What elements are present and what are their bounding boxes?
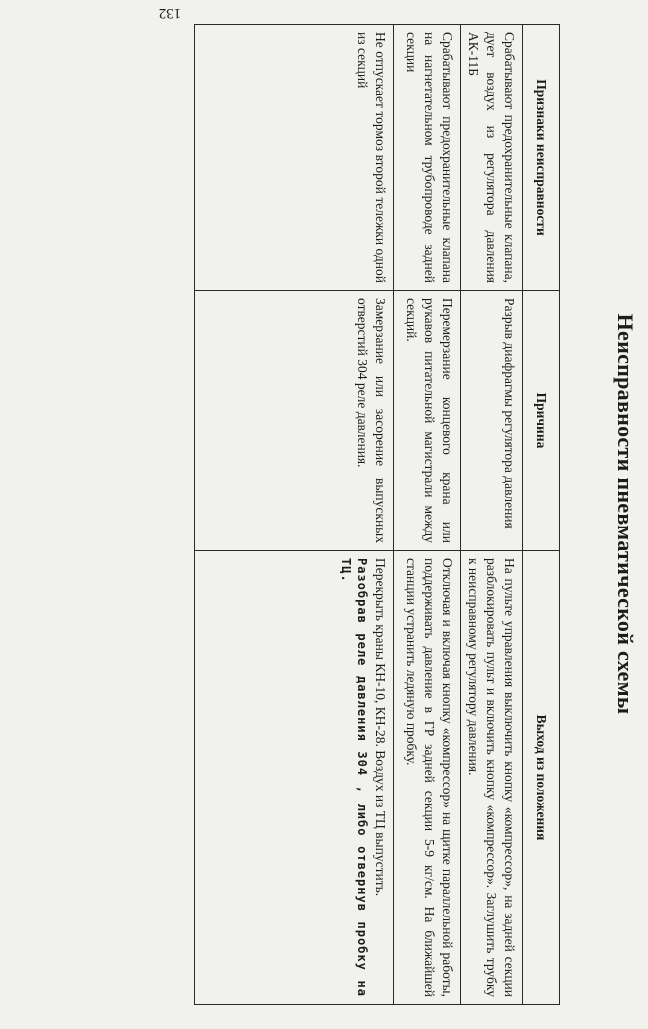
table-row: [194, 25, 393, 1005]
faults-table: [194, 24, 560, 1005]
table-row: [460, 25, 522, 1005]
cell-solution: Отключая и включая кнопку «компрессор» на щитке параллельной работы, поддерживать давление в ГР задней секции 5-9 кг/см. На ближайшей станции устранить ледяную пробку.: [393, 551, 460, 1005]
solution-text: Перекрыть краны КН-10, КН-28. Воздух из ТЦ выпустить.: [372, 558, 388, 897]
document-page: [40, 24, 640, 1004]
cell-solution: На пульте управления выключить кнопку «компрессор», на задней секции разблокировать пульт и включить кнопку «компрессор». Заглушить трубку к неисправному регулятору давления.: [460, 551, 522, 1005]
page-number: 132: [158, 5, 182, 21]
cell-sign: Не отпускает тормоз второй тележки одной из секций: [194, 25, 393, 291]
handwritten-note: Разобрав реле давления 304 , либо отвернув пробку на ТЦ.: [338, 558, 369, 997]
table-header-row: [523, 25, 560, 1005]
cell-cause: Разрыв диафрагмы регулятора давления: [460, 291, 522, 551]
table-row: [393, 25, 460, 1005]
header-cause: Причина: [523, 291, 560, 551]
cell-cause: Замерзание или засорение выпускных отверстий 304 реле давления.: [194, 291, 393, 551]
cell-cause: Перемерзание концевого крана или рукавов питательной магистрали между секций.: [393, 291, 460, 551]
cell-solution: [194, 551, 393, 1005]
cell-sign: Срабатывают предохранительные клапана на нагнетательном трубопроводе задней секции: [393, 25, 460, 291]
page-title: Неисправности пневматической схемы: [613, 313, 638, 715]
header-solution: Выход из положения: [523, 551, 560, 1005]
cell-sign: Срабатывают предохранительные клапана, дует воздух из регулятора давления АК-11Б: [460, 25, 522, 291]
header-signs: Признаки неисправности: [523, 25, 560, 291]
